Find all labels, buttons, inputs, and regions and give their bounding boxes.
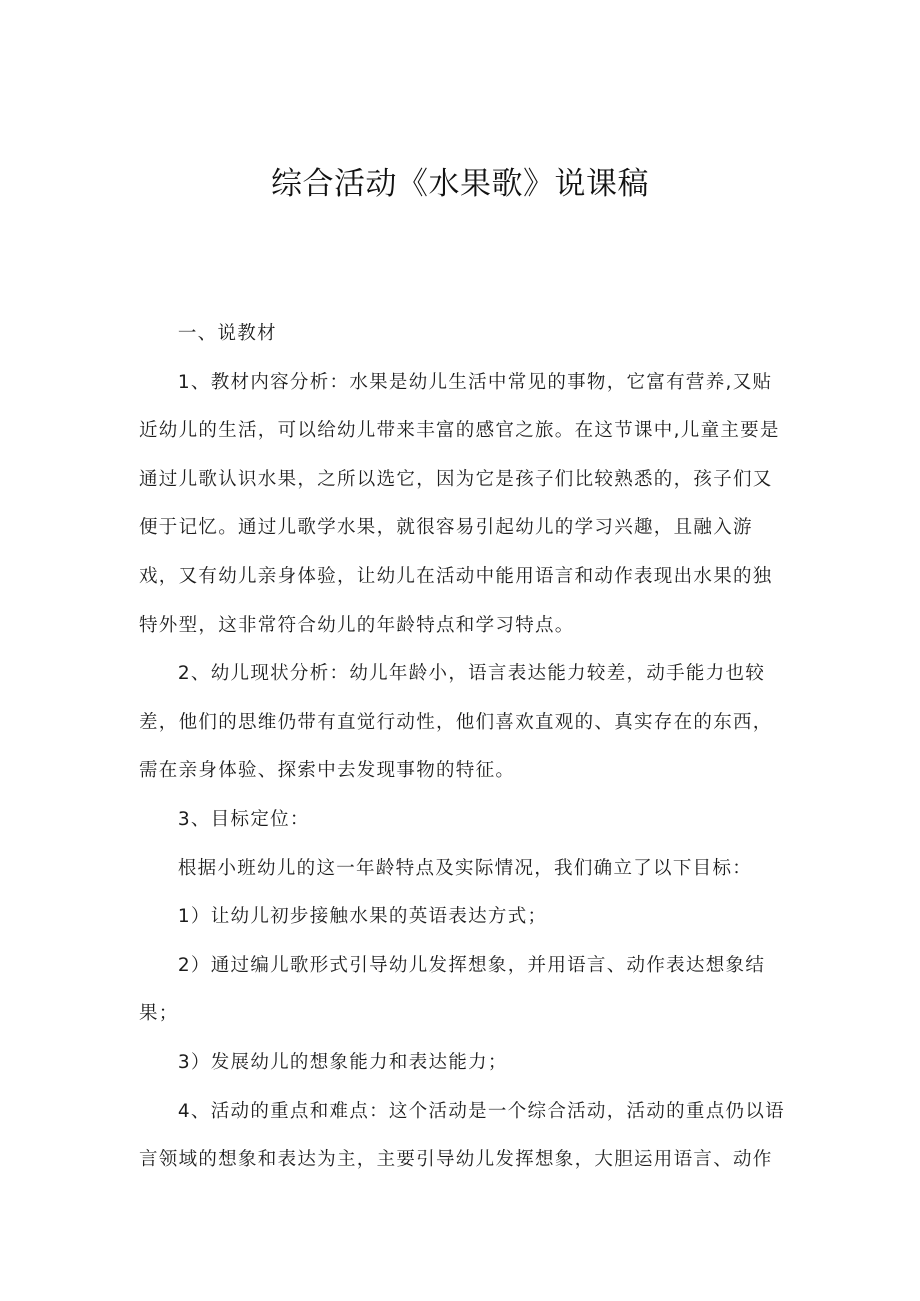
document-title: 综合活动《水果歌》说课稿 — [271, 166, 649, 202]
section-heading: 一、说教材 — [177, 323, 277, 344]
goal-item-3: 3）发展幼儿的想象能力和表达能力； — [177, 1051, 508, 1073]
paragraph-goal-intro: 根据小班幼儿的这一年龄特点及实际情况，我们确立了以下目标： — [177, 857, 753, 879]
paragraph-child-status: 2、幼儿现状分析：幼儿年龄小，语言表达能力较差，动手能力也较差，他们的思维仍带有直觉行动性，他们喜欢直观的、真实存在的东西，需在亲身体验、探索中去发现事物的特征。 — [139, 663, 773, 782]
goal-item-2: 2）通过编儿歌形式引导幼儿发挥想象，并用语言、动作表达想象结果； — [139, 954, 766, 1025]
paragraph-material-analysis: 1、教材内容分析：水果是幼儿生活中常见的事物，它富有营养,又贴近幼儿的生活，可以给幼儿带来丰富的感官之旅。在这节课中,儿童主要是通过儿歌认识水果，之所以选它，因为它是孩子们比较熟悉的，孩子们又便于记忆。通过儿歌学水果，就很容易引起幼儿的学习兴趣，且融入游戏，又有幼儿亲身体验，让幼儿在活动中能用语言和动作表现出水果的独特外型，这非常符合幼儿的年龄特点和学习特点。 — [139, 371, 780, 636]
paragraph-key-points: 4、活动的重点和难点：这个活动是一个综合活动，活动的重点仍以语言领域的想象和表达为主，主要引导幼儿发挥想象，大胆运用语言、动作 — [139, 1100, 785, 1171]
paragraph-goal-heading: 3、目标定位： — [177, 808, 310, 830]
document-body — [139, 310, 791, 1185]
goal-item-1: 1）让幼儿初步接触水果的英语表达方式； — [177, 906, 548, 928]
